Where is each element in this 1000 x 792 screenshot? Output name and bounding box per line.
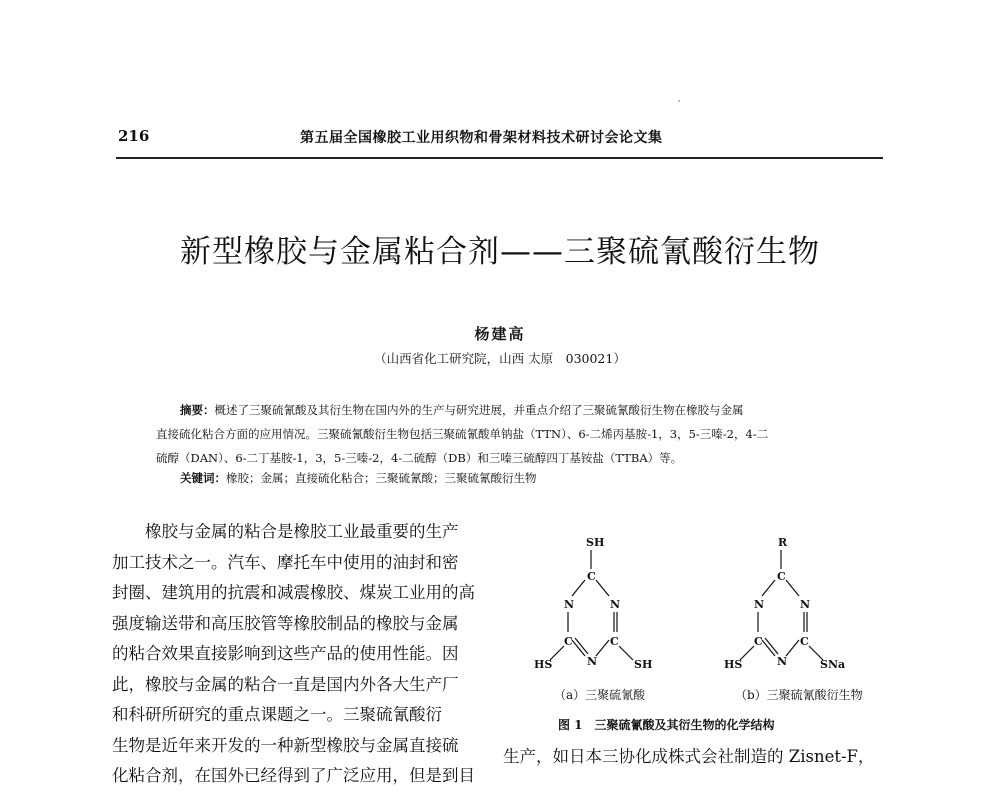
body-line: 的粘合效果直接影响到这些产品的使用性能。因 bbox=[112, 644, 459, 663]
atom-label: C bbox=[754, 635, 763, 648]
body-line: 强度输送带和高压胶管等橡胶制品的橡胶与金属 bbox=[112, 613, 459, 633]
atom-label: N bbox=[800, 598, 811, 611]
atom-label: N bbox=[587, 655, 598, 668]
chemical-structure-figure bbox=[500, 528, 880, 700]
body-line: 封圈、建筑用的抗震和减震橡胶、煤炭工业用的高 bbox=[112, 583, 475, 602]
atom-label: N bbox=[754, 598, 765, 611]
abstract-line bbox=[150, 398, 850, 422]
abstract-label: 摘要： bbox=[180, 403, 215, 417]
body-column-right-line: 生产，如日本三协化成株式会社制造的 Zisnet-F， bbox=[503, 747, 875, 766]
figure-subcaption-a: （a）三聚硫氰酸 bbox=[554, 688, 646, 702]
figure-caption: 图 1 三聚硫氰酸及其衍生物的化学结构 bbox=[558, 718, 775, 732]
bond bbox=[809, 646, 823, 660]
atom-label: N bbox=[777, 655, 788, 668]
bond bbox=[786, 580, 799, 596]
atom-label: SNa bbox=[820, 658, 846, 671]
abstract-text: 概述了三聚硫氰酸及其衍生物在国内外的生产与研究进展，并重点介绍了三聚硫氰酸衍生物在橡胶与金属 bbox=[214, 403, 744, 417]
atom-label: HS bbox=[534, 658, 553, 671]
atom-label: C bbox=[610, 635, 619, 648]
bond bbox=[596, 640, 609, 656]
atom-label: N bbox=[564, 598, 575, 611]
atom-label: C bbox=[587, 570, 596, 583]
keywords bbox=[180, 470, 537, 486]
atom-label: HS bbox=[724, 658, 743, 671]
body-line: 加工技术之一。汽车、摩托车中使用的油封和密 bbox=[112, 552, 459, 572]
structure-a-bonds bbox=[550, 550, 633, 660]
body-line: 和科研所研究的重点课题之一。三聚硫氰酸衍 bbox=[112, 705, 442, 724]
bond bbox=[572, 580, 585, 596]
abstract-line: 直接硫化粘合方面的应用情况。三聚硫氰酸衍生物包括三聚硫氰酸单钠盐（TTN）、6-二烯丙基胺-1，3，5-三嗪-2，4-二 bbox=[156, 427, 769, 441]
body-column-left bbox=[112, 517, 477, 792]
atom-label: C bbox=[777, 570, 786, 583]
author-name: 杨建高 bbox=[474, 325, 526, 343]
bond bbox=[550, 646, 564, 660]
structure-b-bonds bbox=[740, 550, 823, 660]
keywords-label: 关键词： bbox=[180, 471, 226, 485]
structure-a bbox=[534, 536, 652, 671]
body-line: 橡胶与金属的粘合是橡胶工业最重要的生产 bbox=[145, 522, 459, 541]
header-rule bbox=[116, 157, 883, 159]
atom-label: C bbox=[800, 635, 809, 648]
paper-title: 新型橡胶与金属粘合剂——三聚硫氰酸衍生物 bbox=[180, 234, 820, 270]
bond bbox=[740, 646, 754, 660]
body-line: 化粘合剂，在国外已经得到了广泛应用，但是到目 bbox=[112, 766, 475, 785]
bond bbox=[762, 580, 775, 596]
figure-subcaption-b: （b）三聚硫氰酸衍生物 bbox=[735, 688, 863, 702]
keywords-text: 橡胶；金属；直接硫化粘合；三聚硫氰酸；三聚硫氰酸衍生物 bbox=[226, 471, 537, 485]
author-affiliation: （山西省化工研究院，山西 太原 030021） bbox=[374, 351, 626, 366]
scan-artifact bbox=[678, 100, 680, 102]
bond bbox=[619, 646, 633, 660]
abstract bbox=[150, 398, 850, 470]
bond bbox=[786, 640, 799, 656]
body-line: 生物是近年来开发的一种新型橡胶与金属直接硫 bbox=[112, 735, 459, 755]
atom-label: SH bbox=[634, 658, 653, 671]
atom-label: SH bbox=[586, 536, 605, 549]
running-header: 第五届全国橡胶工业用织物和骨架材料技术研讨会论文集 bbox=[300, 130, 663, 146]
structure-b bbox=[724, 536, 845, 671]
body-line: 此，橡胶与金属的粘合一直是国内外各大生产厂 bbox=[112, 674, 459, 694]
page-number: 216 bbox=[118, 127, 150, 145]
atom-label: N bbox=[610, 598, 621, 611]
bond bbox=[596, 580, 609, 596]
atom-label: C bbox=[564, 635, 573, 648]
atom-label: R bbox=[778, 536, 788, 549]
abstract-line: 硫醇（DAN）、6-二丁基胺-1，3，5-三嗪-2，4-二硫醇（DB）和三嗪三硫醇四丁基铵盐（TTBA）等。 bbox=[156, 451, 683, 465]
